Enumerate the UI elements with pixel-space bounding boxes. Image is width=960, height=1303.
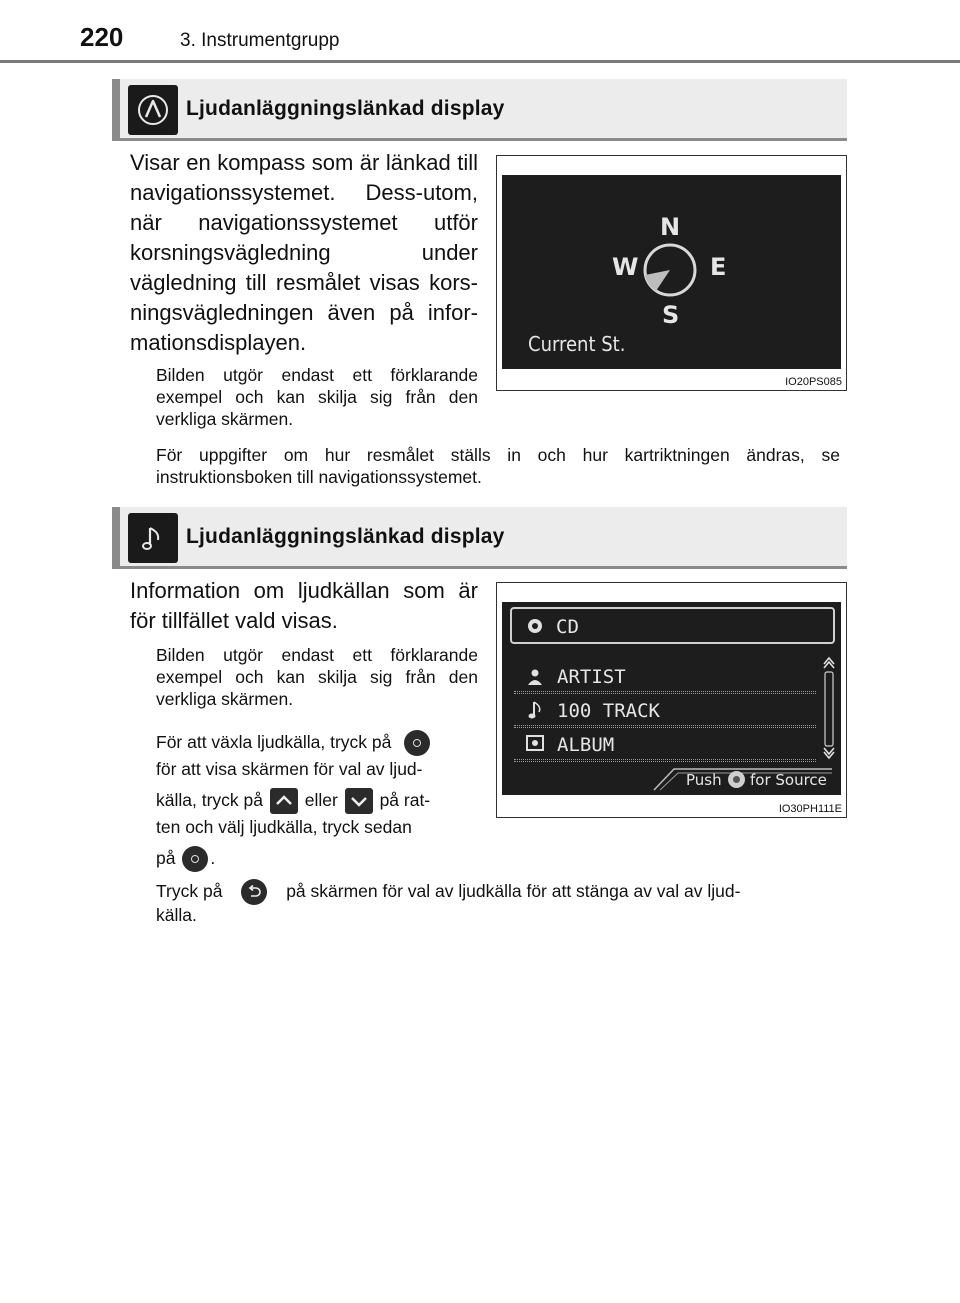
instruction-text: Tryck på [156, 881, 223, 901]
close-source-line-2: källa. [156, 905, 197, 925]
source-switch-line-4: ten och välj ljudkälla, tryck sedan [156, 817, 412, 837]
instruction-text: källa, tryck på [156, 790, 263, 810]
audio-screen [502, 602, 841, 795]
compass-east-label: E [710, 253, 727, 281]
section-title: Ljudanläggningslänkad display [186, 525, 505, 548]
figure-code: IO20PS085 [785, 376, 842, 388]
close-source-line-1 [156, 878, 840, 905]
up-arrow-button-icon [270, 788, 298, 814]
compass-north-label: N [660, 213, 681, 241]
compass-west-label: W [612, 253, 639, 281]
instruction-text: För att växla ljudkälla, tryck på [156, 732, 392, 752]
for-source-label: for Source [750, 771, 827, 789]
compass-south-label: S [662, 301, 680, 329]
scrollbar [822, 654, 836, 762]
album-icon [526, 735, 544, 751]
row-divider [514, 725, 816, 728]
instruction-or: eller [304, 790, 338, 810]
current-street-label: Current St. [528, 332, 626, 356]
source-label: CD [556, 616, 579, 638]
instruction-end: . [210, 848, 216, 868]
chapter-title: 3. Instrumentgrupp [180, 30, 340, 51]
source-switch-line-1 [156, 729, 478, 756]
source-switch-line-3 [156, 786, 478, 814]
instruction-text: på skärmen för val av ljudkälla för att stänga av val av ljud- [286, 881, 741, 901]
audio-description: Information om ljudkällan som är för tillfället vald visas. [130, 578, 478, 633]
push-label: Push [686, 771, 722, 789]
knob-icon [728, 771, 745, 788]
instruction-text: på [156, 848, 176, 868]
back-button-icon [241, 879, 267, 905]
navigation-reference-note: För uppgifter om hur resmålet ställs in och hur kartriktningen ändras, se instruktionsboken till navigationssystemet. [156, 445, 840, 487]
section-title: Ljudanläggningslänkad display [186, 97, 505, 120]
source-switch-line-5 [156, 844, 478, 872]
artist-row: ARTIST [557, 666, 626, 688]
instruction-text: på rat- [379, 790, 431, 810]
section-header-compass [112, 79, 847, 141]
row-divider [514, 759, 816, 762]
source-bar [510, 607, 835, 644]
audio-figure [496, 582, 847, 818]
header-divider [0, 60, 960, 63]
figure-code: IO30PH111E [778, 803, 842, 815]
compass-screen [502, 175, 841, 369]
music-note-icon [527, 700, 543, 725]
track-row: 100 TRACK [557, 700, 660, 722]
album-row: ALBUM [557, 734, 615, 756]
push-for-source-bar [652, 766, 832, 792]
source-button-icon [182, 846, 208, 872]
illustration-note: Bilden utgör endast ett förklarande exempel och kan skilja sig från den verkliga skärmen. [156, 365, 478, 429]
section-header-audio [112, 507, 847, 569]
music-note-icon [128, 513, 178, 563]
source-button-icon [404, 730, 430, 756]
compass-figure [496, 155, 847, 391]
source-switch-line-2: för att visa skärmen för val av ljud- [156, 759, 423, 779]
illustration-note: Bilden utgör endast ett förklarande exempel och kan skilja sig från den verkliga skärmen. [156, 645, 478, 709]
row-divider [514, 691, 816, 694]
disc-icon [528, 619, 542, 633]
down-arrow-button-icon [345, 788, 373, 814]
page-number: 220 [80, 22, 124, 52]
artist-icon [527, 668, 543, 691]
compass-description: Visar en kompass som är länkad till navigationssystemet. Dess-utom, när navigationssystemet utför korsningsvägledning under vägledning till resmålet visas kors-ningsvägledningen även på infor-mationsdisplayen. [130, 150, 478, 355]
navigation-compass-icon [128, 85, 178, 135]
